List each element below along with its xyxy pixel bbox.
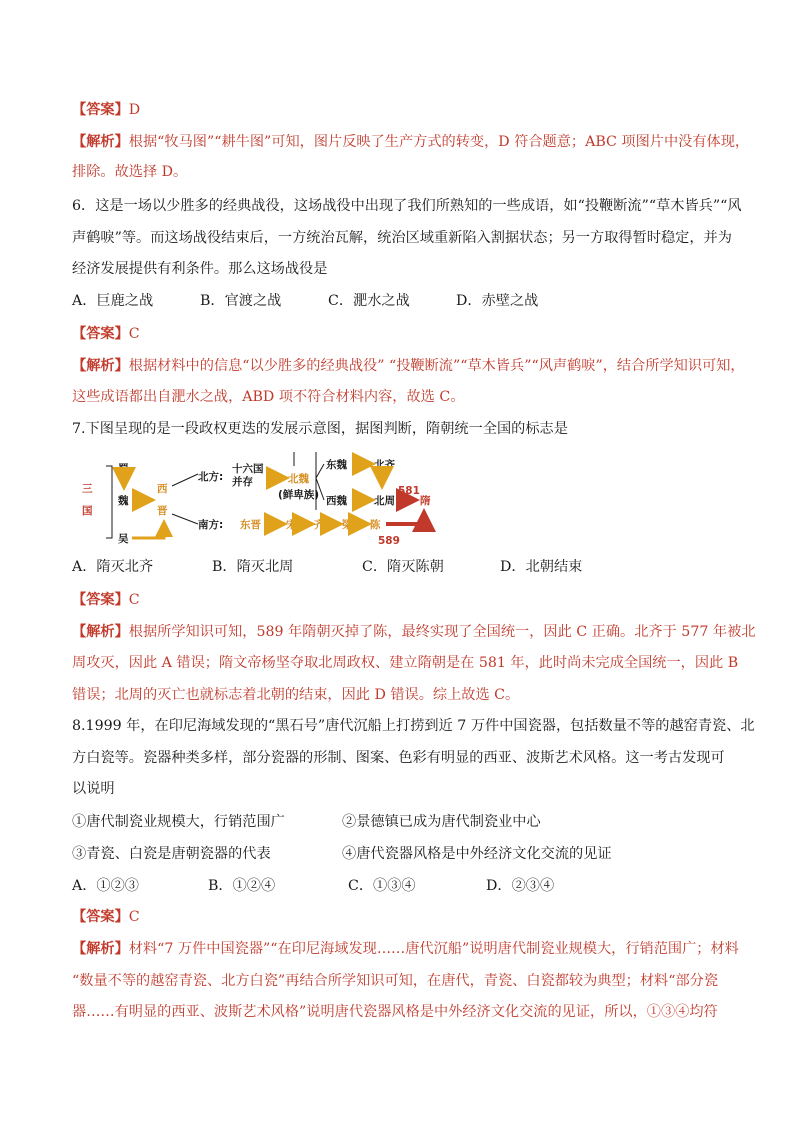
- q5-answer-line: [72, 100, 140, 120]
- dongjin-label: 东晋: [240, 519, 261, 531]
- q8-analysis-line-2: “数量不等的越窑青瓷、北方白瓷”再结合所学知识可知，在唐代，青瓷、白瓷都较为典型；材料“部分瓷: [72, 973, 719, 989]
- q5-analysis-line-2: 排除。故选择 D。: [72, 164, 188, 180]
- q8-statement-1: ①唐代制瓷业规模大，行销范围广: [72, 814, 285, 830]
- beiqi-label: 北齐: [374, 459, 395, 471]
- q6-option-d: D．赤壁之战: [456, 293, 539, 309]
- xijin-south-line: [172, 514, 198, 524]
- analysis-text: 根据所学知识可知，589 年隋朝灭掉了陈，最终实现了全国统一，因此 C 正确。北齐于 577 年被北: [128, 624, 756, 640]
- analysis-text: 根据材料中的信息“以少胜多的经典战役” “投鞭断流”“草木皆兵”“风声鹤唳”，结合所学知识可知，: [128, 358, 745, 374]
- xijin-label-2: 晋: [157, 505, 168, 517]
- xijin-north-line: [172, 474, 198, 486]
- chen-label: 陈: [370, 519, 381, 531]
- q8-answer-line: [72, 907, 140, 927]
- q8-statement-4: ④唐代瓷器风格是中外经济文化交流的见证: [342, 846, 612, 862]
- shiliuguo-label-1: 十六国: [232, 463, 264, 475]
- q8-analysis-line-1: [72, 939, 739, 959]
- q8-option-d: D．②③④: [486, 878, 555, 894]
- qi-label: 齐: [314, 519, 325, 531]
- q8-stem-line-3: 以说明: [72, 781, 115, 797]
- chen-to-sui-arrow: [386, 512, 424, 524]
- shu-label: 蜀: [118, 463, 129, 475]
- q8-stem-line-2: 方白瓷等。瓷器种类多样，部分瓷器的形制、图案、色彩有明显的西亚、波斯艺术风格。这一考古发现可: [72, 750, 725, 766]
- shiliuguo-label-2: 并存: [232, 476, 253, 488]
- q8-statement-2: ②景德镇已成为唐代制瓷业中心: [342, 814, 541, 830]
- q7-option-c: C．隋灭陈朝: [362, 559, 444, 575]
- analysis-tag: 【解析】: [72, 624, 129, 640]
- q6-answer-line: [72, 324, 140, 344]
- q7-option-a: A．隋灭北齐: [72, 559, 154, 575]
- answer-value: C: [128, 326, 140, 342]
- q7-analysis-line-2: 周攻灭，因此 A 错误；隋文帝杨坚夺取北周政权、建立隋朝是在 581 年，此时尚未完成全国统一，因此 B: [72, 655, 739, 671]
- q8-option-a: A．①②③: [72, 878, 139, 894]
- song-label: 宋: [286, 519, 297, 531]
- north-label: 北方:: [198, 471, 224, 483]
- sui-label: 隋: [420, 495, 431, 507]
- beiwei-label: 北魏: [288, 473, 309, 485]
- q6-stem-line-3: 经济发展提供有利条件。那么这场战役是: [72, 261, 328, 277]
- dynasty-succession-diagram: [72, 450, 444, 550]
- beizhou-label: 北周: [374, 495, 395, 507]
- q8-option-b: B．①②④: [208, 878, 276, 894]
- q6-stem-line-1: 6．这是一场以少胜多的经典战役，这场战役中出现了我们所熟知的一些成语，如“投鞭断流”“草木皆兵”“风: [72, 198, 742, 214]
- sanguo-label-1: 三: [82, 483, 93, 495]
- sanguo-bracket: [106, 466, 112, 538]
- liang-label: 梁: [342, 519, 353, 531]
- q7-option-b: B．隋灭北周: [212, 559, 294, 575]
- answer-value: C: [128, 592, 140, 608]
- q7-analysis-line-3: 错误；北周的灭亡也就标志着北朝的结束，因此 D 错误。综上故选 C。: [72, 687, 520, 703]
- answer-tag: 【答案】: [72, 592, 129, 608]
- year-589-label: 589: [378, 535, 400, 547]
- q5-analysis-line-1: [72, 132, 749, 152]
- analysis-tag: 【解析】: [72, 134, 129, 150]
- xiwei-label: 西魏: [326, 495, 347, 507]
- south-label: 南方:: [198, 519, 224, 531]
- wei-label: 魏: [118, 495, 129, 507]
- q7-answer-line: [72, 590, 140, 610]
- q6-option-a: A．巨鹿之战: [72, 293, 154, 309]
- answer-value: C: [128, 909, 140, 925]
- analysis-text: 材料“7 万件中国瓷器”“在印尼海域发现……唐代沉船”说明唐代制瓷业规模大，行销范围广；材料: [128, 941, 739, 957]
- q8-statement-3: ③青瓷、白瓷是唐朝瓷器的代表: [72, 846, 271, 862]
- xijin-label-1: 西: [157, 483, 168, 495]
- year-581-label: 581: [398, 485, 420, 497]
- q8-stem-line-1: 8.1999 年，在印尼海域发现的“黑石号”唐代沉船上打捞到近 7 万件中国瓷器，包括数量不等的越窑青瓷、北: [72, 718, 755, 734]
- q6-option-b: B．官渡之战: [200, 293, 282, 309]
- analysis-tag: 【解析】: [72, 941, 129, 957]
- wu-label: 吴: [118, 533, 129, 545]
- analysis-text: 根据“牧马图”“耕牛图”可知，图片反映了生产方式的转变，D 符合题意；ABC 项图片中没有体现，: [128, 134, 750, 150]
- answer-tag: 【答案】: [72, 326, 129, 342]
- answer-tag: 【答案】: [72, 102, 129, 118]
- answer-tag: 【答案】: [72, 909, 129, 925]
- q6-option-c: C．淝水之战: [328, 293, 410, 309]
- q8-option-c: C．①③④: [348, 878, 416, 894]
- q6-analysis-line-2: 这些成语都出自淝水之战，ABD 项不符合材料内容，故选 C。: [72, 389, 465, 405]
- sanguo-label-2: 国: [82, 505, 93, 517]
- dongwei-label: 东魏: [326, 459, 347, 471]
- q7-stem: 7.下图呈现的是一段政权更迭的发展示意图，据图判断，隋朝统一全国的标志是: [72, 421, 568, 437]
- xianbei-label: (鲜卑族): [278, 489, 320, 501]
- q7-option-d: D．北朝结束: [500, 559, 583, 575]
- q6-stem-line-2: 声鹤唳”等。而这场战役结束后，一方统治瓦解，统治区域重新陷入割据状态；另一方取得暂时稳定，并为: [72, 230, 732, 246]
- q8-analysis-line-3: 器……有明显的西亚、波斯艺术风格”说明唐代瓷器风格是中外经济文化交流的见证，所以，①③④均符: [72, 1004, 718, 1020]
- q6-analysis-line-1: [72, 356, 745, 376]
- answer-value: D: [128, 102, 141, 118]
- q7-analysis-line-1: [72, 622, 755, 642]
- analysis-tag: 【解析】: [72, 358, 129, 374]
- wu-to-xijin-arrow: [132, 522, 164, 538]
